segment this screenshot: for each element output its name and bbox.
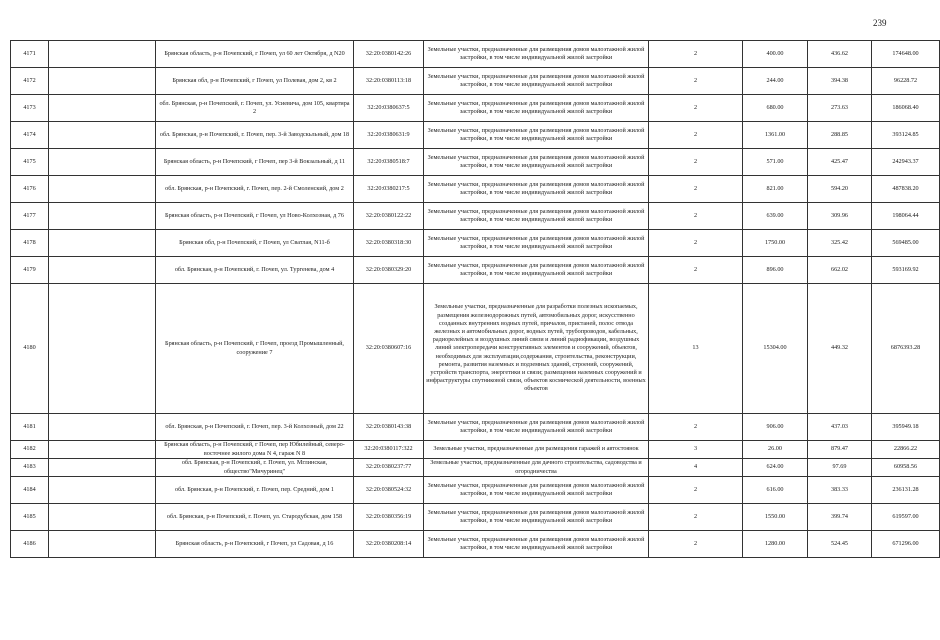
- specific-value-cell: 288.85: [808, 122, 872, 149]
- area-cell: 624.00: [743, 459, 808, 477]
- page-number: 239: [873, 18, 887, 28]
- cadastral-value-cell: 22866.22: [872, 441, 940, 459]
- specific-value-cell: 449.32: [808, 284, 872, 414]
- cadastral-number-cell: 32:20:0380318:30: [354, 230, 424, 257]
- group-number-cell: 2: [649, 230, 743, 257]
- land-use-cell: Земельные участки, предназначенные для размещения домов малоэтажной жилой застройки, в том числе индивидуальной жилой застройки: [424, 230, 649, 257]
- area-cell: 571.00: [743, 149, 808, 176]
- row-number: 4186: [11, 531, 49, 558]
- row-number: 4171: [11, 41, 49, 68]
- land-use-cell: Земельные участки, предназначенные для размещения домов малоэтажной жилой застройки, в том числе индивидуальной жилой застройки: [424, 95, 649, 122]
- group-number-cell: 2: [649, 531, 743, 558]
- area-cell: 1750.00: [743, 230, 808, 257]
- address-cell: Брянская область, р-н Почепский, г Почеп, проезд Промышленный, сооружение 7: [156, 284, 354, 414]
- area-cell: 821.00: [743, 176, 808, 203]
- cadastral-number-cell: 32:20:0380356:19: [354, 504, 424, 531]
- table-row: [11, 230, 940, 257]
- blank-cell: [49, 414, 156, 441]
- cadastral-value-cell: 569485.00: [872, 230, 940, 257]
- cadastral-value-cell: 60958.56: [872, 459, 940, 477]
- cadastral-value-table: [10, 40, 940, 558]
- area-cell: 680.00: [743, 95, 808, 122]
- cadastral-number-cell: 32:20:0380217:5: [354, 176, 424, 203]
- blank-cell: [49, 284, 156, 414]
- table-row: [11, 95, 940, 122]
- area-cell: 1550.00: [743, 504, 808, 531]
- specific-value-cell: 325.42: [808, 230, 872, 257]
- land-use-cell: Земельные участки, предназначенные для размещения домов малоэтажной жилой застройки, в том числе индивидуальной жилой застройки: [424, 257, 649, 284]
- table-row: [11, 441, 940, 459]
- row-number: 4176: [11, 176, 49, 203]
- blank-cell: [49, 477, 156, 504]
- row-number: 4181: [11, 414, 49, 441]
- cadastral-number-cell: 32:20:0380142:26: [354, 41, 424, 68]
- group-number-cell: 2: [649, 149, 743, 176]
- land-use-cell: Земельные участки, предназначенные для размещения домов малоэтажной жилой застройки, в том числе индивидуальной жилой застройки: [424, 531, 649, 558]
- row-number: 4182: [11, 441, 49, 459]
- address-cell: Брянская область, р-н Почепский, г Почеп, пер 3-й Вокзальный, д 11: [156, 149, 354, 176]
- specific-value-cell: 394.38: [808, 68, 872, 95]
- cadastral-value-cell: 174648.00: [872, 41, 940, 68]
- cadastral-value-cell: 671296.00: [872, 531, 940, 558]
- address-cell: обл. Брянская, р-н Почепский, г. Почеп, ул. Стародубская, дом 158: [156, 504, 354, 531]
- table-body: [11, 41, 940, 558]
- row-number: 4172: [11, 68, 49, 95]
- group-number-cell: 2: [649, 176, 743, 203]
- area-cell: 15304.00: [743, 284, 808, 414]
- land-use-cell: Земельные участки, предназначенные для размещения домов малоэтажной жилой застройки, в том числе индивидуальной жилой застройки: [424, 477, 649, 504]
- row-number: 4184: [11, 477, 49, 504]
- cadastral-number-cell: 32:20:0380637:5: [354, 95, 424, 122]
- table-row: [11, 203, 940, 230]
- area-cell: 906.00: [743, 414, 808, 441]
- row-number: 4177: [11, 203, 49, 230]
- cadastral-number-cell: 32:20:0380208:14: [354, 531, 424, 558]
- cadastral-number-cell: 32:20:0380117:322: [354, 441, 424, 459]
- specific-value-cell: 662.02: [808, 257, 872, 284]
- area-cell: 26.00: [743, 441, 808, 459]
- area-cell: 616.00: [743, 477, 808, 504]
- cadastral-value-cell: 242943.37: [872, 149, 940, 176]
- address-cell: обл. Брянская, р-н Почепский, г. Почеп, ул. Мглинская, общество"Мичуринец": [156, 459, 354, 477]
- specific-value-cell: 879.47: [808, 441, 872, 459]
- blank-cell: [49, 41, 156, 68]
- land-use-cell: Земельные участки, предназначенные для размещения домов малоэтажной жилой застройки, в том числе индивидуальной жилой застройки: [424, 41, 649, 68]
- address-cell: Брянская область, р-н Почепский, г Почеп, ул 60 лет Октября, д N20: [156, 41, 354, 68]
- group-number-cell: 2: [649, 257, 743, 284]
- row-number: 4179: [11, 257, 49, 284]
- address-cell: обл. Брянская, р-н Почепский, г. Почеп, пер. 3-й Заводскьльный, дом 18: [156, 122, 354, 149]
- address-cell: обл. Брянская, р-н Почепский, г. Почеп, пер. 2-й Смоленский, дом 2: [156, 176, 354, 203]
- group-number-cell: 4: [649, 459, 743, 477]
- specific-value-cell: 309.96: [808, 203, 872, 230]
- area-cell: 1361.00: [743, 122, 808, 149]
- area-cell: 896.00: [743, 257, 808, 284]
- group-number-cell: 2: [649, 95, 743, 122]
- area-cell: 400.00: [743, 41, 808, 68]
- cadastral-value-cell: 593169.92: [872, 257, 940, 284]
- group-number-cell: 2: [649, 122, 743, 149]
- address-cell: Брянская область, р-н Почепский, г Почеп, пер Юбилейный, северо-восточнее жилого дома N 4, гараж N 8: [156, 441, 354, 459]
- table-row: [11, 257, 940, 284]
- specific-value-cell: 437.03: [808, 414, 872, 441]
- cadastral-number-cell: 32:20:0380631:9: [354, 122, 424, 149]
- cadastral-value-cell: 96228.72: [872, 68, 940, 95]
- blank-cell: [49, 441, 156, 459]
- blank-cell: [49, 122, 156, 149]
- land-use-cell: Земельные участки, предназначенные для размещения домов малоэтажной жилой застройки, в том числе индивидуальной жилой застройки: [424, 122, 649, 149]
- land-use-cell: Земельные участки, предназначенные для размещения домов малоэтажной жилой застройки, в том числе индивидуальной жилой застройки: [424, 414, 649, 441]
- blank-cell: [49, 531, 156, 558]
- group-number-cell: 2: [649, 41, 743, 68]
- cadastral-value-cell: 6876393.28: [872, 284, 940, 414]
- blank-cell: [49, 68, 156, 95]
- address-cell: Брянская область, р-н Почепский, г Почеп, ул Садовая, д 16: [156, 531, 354, 558]
- table-row: [11, 531, 940, 558]
- specific-value-cell: 594.20: [808, 176, 872, 203]
- row-number: 4178: [11, 230, 49, 257]
- address-cell: обл. Брянская, р-н Почепский, г. Почеп, пер. 3-й Колхозный, дом 22: [156, 414, 354, 441]
- land-use-cell: Земельные участки, предназначенные для размещения домов малоэтажной жилой застройки, в том числе индивидуальной жилой застройки: [424, 68, 649, 95]
- land-use-cell: Земельные участки, предназначенные для размещения домов малоэтажной жилой застройки, в том числе индивидуальной жилой застройки: [424, 176, 649, 203]
- group-number-cell: 2: [649, 477, 743, 504]
- specific-value-cell: 524.45: [808, 531, 872, 558]
- blank-cell: [49, 459, 156, 477]
- land-use-cell: Земельные участки, предназначенные для размещения домов малоэтажной жилой застройки, в том числе индивидуальной жилой застройки: [424, 203, 649, 230]
- cadastral-number-cell: 32:20:0380607:16: [354, 284, 424, 414]
- row-number: 4180: [11, 284, 49, 414]
- specific-value-cell: 97.69: [808, 459, 872, 477]
- row-number: 4173: [11, 95, 49, 122]
- land-use-cell: Земельные участки, предназначенные для размещения гаражей и автостоянок: [424, 441, 649, 459]
- cadastral-number-cell: 32:20:0380122:22: [354, 203, 424, 230]
- cadastral-number-cell: 32:20:0380518:7: [354, 149, 424, 176]
- address-cell: обл. Брянская, р-н Почепский, г. Почеп, ул. Тургенева, дом 4: [156, 257, 354, 284]
- cadastral-value-cell: 198064.44: [872, 203, 940, 230]
- table-row: [11, 68, 940, 95]
- cadastral-number-cell: 32:20:0380113:18: [354, 68, 424, 95]
- cadastral-value-cell: 487838.20: [872, 176, 940, 203]
- table-row: [11, 477, 940, 504]
- blank-cell: [49, 149, 156, 176]
- blank-cell: [49, 203, 156, 230]
- blank-cell: [49, 95, 156, 122]
- cadastral-number-cell: 32:20:0380237:77: [354, 459, 424, 477]
- cadastral-value-cell: 395949.18: [872, 414, 940, 441]
- specific-value-cell: 425.47: [808, 149, 872, 176]
- land-use-cell: Земельные участки, предназначенные для размещения домов малоэтажной жилой застройки, в том числе индивидуальной жилой застройки: [424, 504, 649, 531]
- table-row: [11, 284, 940, 414]
- group-number-cell: 2: [649, 504, 743, 531]
- table-row: [11, 504, 940, 531]
- specific-value-cell: 436.62: [808, 41, 872, 68]
- table-row: [11, 414, 940, 441]
- row-number: 4183: [11, 459, 49, 477]
- cadastral-number-cell: 32:20:0380329:20: [354, 257, 424, 284]
- address-cell: обл. Брянская, р-н Почепский, г. Почеп, пер. Средний, дом 1: [156, 477, 354, 504]
- table-row: [11, 122, 940, 149]
- group-number-cell: 2: [649, 203, 743, 230]
- table-row: [11, 459, 940, 477]
- address-cell: Брянская обл, р-н Почепский, г Почеп, ул Полевая, дом 2, кв 2: [156, 68, 354, 95]
- row-number: 4174: [11, 122, 49, 149]
- specific-value-cell: 383.33: [808, 477, 872, 504]
- blank-cell: [49, 176, 156, 203]
- row-number: 4175: [11, 149, 49, 176]
- address-cell: Брянская область, р-н Почепский, г Почеп, ул Ново-Колхозная, д 76: [156, 203, 354, 230]
- table-row: [11, 176, 940, 203]
- cadastral-number-cell: 32:20:0380524:32: [354, 477, 424, 504]
- area-cell: 244.00: [743, 68, 808, 95]
- land-use-cell: Земельные участки, предназначенные для дачного строительства, садоводства и огородничества: [424, 459, 649, 477]
- land-use-cell: Земельные участки, предназначенные для разработки полезных ископаемых, размещения железнодорожных путей, автомобильных дорог, искусственно созданных внутренних водных путей, причалов, пристаней, полос отвода железных и автомобильных дорог, водных путей, трубопроводов, кабельных, радиорелейных и воздушных линий связи и линий радиофикации, воздушных линий электропередачи конструктивных элементов и сооружений, объектов, необходимых для эксплуатации,содержания, строительства, реконструкции, ремонта, развития наземных и подземных зданий, строений, сооружений, устройств транспорта, энергетики и связи; размещения наземных сооружений и инфраструктуры спутниковой связи, объектов космической деятельности, военных объектов: [424, 284, 649, 414]
- blank-cell: [49, 504, 156, 531]
- table-row: [11, 149, 940, 176]
- address-cell: обл. Брянская, р-н Почепский, г. Почеп, ул. Усиевича, дом 105, квартира 2: [156, 95, 354, 122]
- group-number-cell: 2: [649, 414, 743, 441]
- group-number-cell: 13: [649, 284, 743, 414]
- area-cell: 639.00: [743, 203, 808, 230]
- cadastral-value-cell: 236131.28: [872, 477, 940, 504]
- cadastral-number-cell: 32:20:0380143:38: [354, 414, 424, 441]
- group-number-cell: 2: [649, 68, 743, 95]
- group-number-cell: 3: [649, 441, 743, 459]
- blank-cell: [49, 230, 156, 257]
- specific-value-cell: 399.74: [808, 504, 872, 531]
- specific-value-cell: 273.63: [808, 95, 872, 122]
- land-use-cell: Земельные участки, предназначенные для размещения домов малоэтажной жилой застройки, в том числе индивидуальной жилой застройки: [424, 149, 649, 176]
- table-row: [11, 41, 940, 68]
- area-cell: 1280.00: [743, 531, 808, 558]
- blank-cell: [49, 257, 156, 284]
- cadastral-value-cell: 393124.85: [872, 122, 940, 149]
- address-cell: Брянская обл, р-н Почепский, г Почеп, ул Сватлая, N11-б: [156, 230, 354, 257]
- cadastral-value-cell: 619597.00: [872, 504, 940, 531]
- cadastral-value-cell: 186068.40: [872, 95, 940, 122]
- row-number: 4185: [11, 504, 49, 531]
